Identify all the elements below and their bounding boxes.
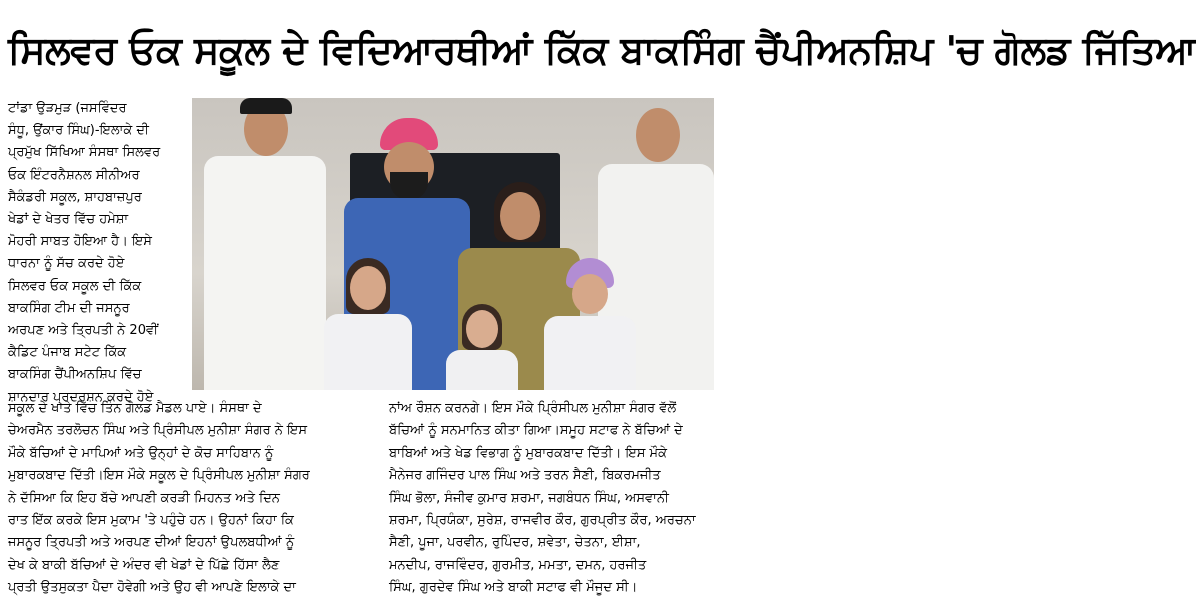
text-cell: ਮੌਕੇ ਬੱਚਿਆਂ ਦੇ ਮਾਪਿਆਂ ਅਤੇ ਉਨ੍ਹਾਂ ਦੇ ਕੋਚ ਸਾਹਿਬਾਨ ਨੂੰ (8, 445, 274, 461)
text-cell: ਨੇ ਦੱਸਿਆ ਕਿ ਇਹ ਬੱਚੇ ਆਪਣੀ ਕਰੜੀ ਮਿਹਨਤ ਅਤੇ ਦਿਨ (8, 490, 280, 506)
person-girl-right (538, 258, 642, 390)
text-row (8, 577, 749, 599)
text-cell: ਪ੍ਰਤੀ ਉਤਸੁਕਤਾ ਪੈਦਾ ਹੋਵੇਗੀ ਅਤੇ ਉਹ ਵੀ ਆਪਣੇ ਇਲਾਕੇ ਦਾ (8, 580, 296, 596)
left-line: ਟਾਂਡਾ ਉੜਮੁੜ (ਜਸਵਿੰਦਰ (8, 101, 127, 116)
bottom-text (8, 398, 749, 600)
text-row (8, 465, 749, 487)
text-row (8, 488, 749, 510)
left-line: ਕੈਡਿਟ ਪੰਜਾਬ ਸਟੇਟ ਕਿੱਕ (8, 345, 127, 361)
text-cell: ਨਾਂਅ ਰੌਸ਼ਨ ਕਰਨਗੇ। ਇਸ ਮੌਕੇ ਪ੍ਰਿੰਸੀਪਲ ਮੁਨੀਸ਼ਾ ਸੰਗਰ ਵੱਲੋਂ (389, 401, 677, 416)
left-line: ਧਾਰਨਾ ਨੂੰ ਸੱਚ ਕਰਦੇ ਹੋਏ (8, 256, 125, 272)
text-cell: ਬਾਬਿਆਂ ਅਤੇ ਖੇਡ ਵਿਭਾਗ ਨੂੰ ਮੁਬਾਰਕਬਾਦ ਦਿੱਤੀ। ਇਸ ਮੌਕੇ (389, 445, 667, 461)
text-row (8, 532, 749, 554)
left-line: ਅਰਪਣ ਅਤੇ ਤ੍ਰਿਪਤੀ ਨੇ 20ਵੀਂ (8, 323, 159, 339)
text-cell: ਮੈਨੇਜਰ ਗਜਿੰਦਰ ਪਾਲ ਸਿੰਘ ਅਤੇ ਤਰਨ ਸੈਣੀ, ਬਿਕਰਮਜੀਤ (389, 468, 661, 484)
text-cell: ਸਕੂਲ ਦੇ ਖਾਤੇ ਵਿੱਚ ਤਿੰਨ ਗੋਲਡ ਮੈਡਲ ਪਾਏ। ਸੰਸਥਾ ਦੇ (8, 401, 262, 416)
person-girl-center (442, 304, 522, 390)
left-line: ਬਾਕਸਿੰਗ ਟੀਮ ਦੀ ਜਸਨੂਰ (8, 300, 130, 316)
text-row (8, 398, 749, 420)
group-photo (192, 98, 714, 390)
left-line: ਬਾਕਸਿੰਗ ਚੈਂਪੀਅਨਸ਼ਿਪ ਵਿੱਚ (8, 367, 142, 383)
left-line: ਸੈਕੰਡਰੀ ਸਕੂਲ, ਸ਼ਾਹਬਾਜ਼ਪੁਰ (8, 189, 142, 205)
left-line: ਮੋਹਰੀ ਸਾਬਤ ਹੋਇਆ ਹੈ। ਇਸੇ (8, 234, 152, 250)
text-row (8, 555, 749, 577)
text-cell: ਚੇਅਰਮੈਨ ਤਰਲੋਚਨ ਸਿੰਘ ਅਤੇ ਪ੍ਰਿੰਸੀਪਲ ਮੁਨੀਸ਼ਾ ਸੰਗਰ ਨੇ ਇਸ (8, 423, 307, 439)
text-cell: ਮਨਦੀਪ, ਰਾਜਵਿੰਦਰ, ਗੁਰਮੀਤ, ਮਮਤਾ, ਦਮਨ, ਹਰਜੀਤ (389, 557, 647, 573)
text-cell: ਬੱਚਿਆਂ ਨੂੰ ਸਨਮਾਨਿਤ ਕੀਤਾ ਗਿਆ।ਸਮੂਹ ਸਟਾਫ ਨੇ ਬੱਚਿਆਂ ਦੇ (389, 423, 683, 439)
left-line: ਪ੍ਰਮੁੱਖ ਸਿੱਖਿਆ ਸੰਸਥਾ ਸਿਲਵਰ (8, 145, 161, 161)
left-line: ਸ਼ਾਨਦਾਰ ਪ੍ਰਦਰਸ਼ਨ ਕਰਦੇ ਹੋਏ (8, 389, 154, 405)
text-cell: ਸਿੰਘ, ਗੁਰਦੇਵ ਸਿੰਘ ਅਤੇ ਬਾਕੀ ਸਟਾਫ ਵੀ ਮੌਜੂਦ ਸੀ। (389, 580, 638, 596)
text-cell: ਜਸਨੂਰ ਤ੍ਰਿਪਤੀ ਅਤੇ ਅਰਪਣ ਦੀਆਂ ਇਹਨਾਂ ਉਪਲਬਧੀਆਂ ਨੂੰ (8, 535, 295, 551)
text-cell: ਸੈਣੀ, ਪੂਜਾ, ਪਰਵੀਨ, ਰੁਪਿੰਦਰ, ਸ਼ਵੇਤਾ, ਚੇਤਨਾ, ਈਸ਼ਾ, (389, 535, 641, 551)
left-line: ਖੇਡਾਂ ਦੇ ਖੇਤਰ ਵਿੱਚ ਹਮੇਸ਼ਾ (8, 212, 129, 228)
left-line: ਸਿਲਵਰ ਓਕ ਸਕੂਲ ਦੀ ਕਿੱਕ (8, 278, 142, 294)
text-cell: ਰਾਤ ਇੱਕ ਕਰਕੇ ਇਸ ਮੁਕਾਮ 'ਤੇ ਪਹੁੰਚੇ ਹਨ। ਉਹਨਾਂ ਕਿਹਾ ਕਿ (8, 513, 294, 529)
headline: ਸਿਲਵਰ ਓਕ ਸਕੂਲ ਦੇ ਵਿਦਿਆਰਥੀਆਂ ਕਿੱਕ ਬਾਕਸਿੰਗ ਚੈਂਪੀਅਨਸ਼ਿਪ 'ਚ ਗੋਲਡ ਜਿੱਤਿਆ (8, 28, 1196, 72)
left-line: ਓਕ ਇੰਟਰਨੈਸ਼ਨਲ ਸੀਨੀਅਰ (8, 167, 140, 183)
text-cell: ਦੇਖ ਕੇ ਬਾਕੀ ਬੱਚਿਆਂ ਦੇ ਅੰਦਰ ਵੀ ਖੇਡਾਂ ਦੇ ਪਿੱਛੇ ਹਿੱਸਾ ਲੈਣ (8, 557, 280, 573)
person-left-man (200, 98, 330, 390)
text-row (8, 420, 749, 442)
left-column-text (8, 98, 186, 409)
text-cell: ਸ਼ਰਮਾ, ਪ੍ਰਿਯੰਕਾ, ਸੁਰੇਸ਼, ਰਾਜਵੀਰ ਕੌਰ, ਗੁਰਪ੍ਰੀਤ ਕੌਰ, ਅਰਚਨਾ (389, 513, 696, 529)
text-row (8, 510, 749, 532)
text-cell: ਮੁਬਾਰਕਬਾਦ ਦਿੱਤੀ।ਇਸ ਮੌਕੇ ਸਕੂਲ ਦੇ ਪ੍ਰਿੰਸੀਪਲ ਮੁਨੀਸ਼ਾ ਸੰਗਰ (8, 468, 310, 484)
person-girl-left (318, 258, 418, 390)
text-row (8, 443, 749, 465)
left-line: ਸੰਧੂ, ਉਂਕਾਰ ਸਿੰਘ)-ਇਲਾਕੇ ਦੀ (8, 123, 149, 139)
text-cell: ਸਿੰਘ ਭੋਲਾ, ਸੰਜੀਵ ਕੁਮਾਰ ਸ਼ਰਮਾ, ਜਗਬੰਧਨ ਸਿੰਘ, ਅਸਵਾਨੀ (389, 490, 669, 506)
